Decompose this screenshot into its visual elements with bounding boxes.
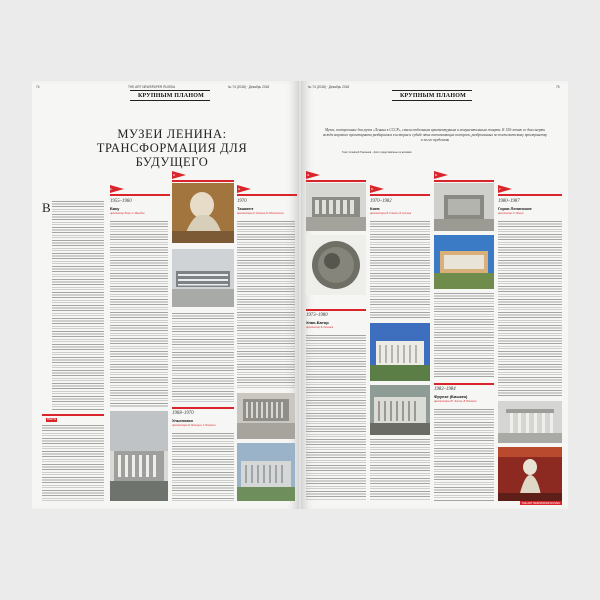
column-rule [42,414,104,416]
museum-city: Улан-Батор [306,320,329,325]
article-text [434,293,494,379]
footer-tag: THE ART NEWSPAPER RUSSIA [521,501,560,505]
photo-ulan-bator-building [306,183,366,231]
museum-architect: Архитектор Рзаев, Г. Мамедов [110,212,145,215]
column-rule [237,194,297,196]
museum-city: Киев [370,206,380,211]
museum-city: Фрунзе (Бишкек) [434,394,468,399]
column-number: 4. [307,173,310,177]
column-number: 3. [238,187,241,191]
article-text [370,221,430,319]
article-text [237,221,295,389]
photo-baku-museum [110,411,168,501]
museum-architect: Архитекторы Ю. Тюсков, В. Никитин [434,400,477,403]
column-rule [498,194,562,196]
museum-years: 1973–1980 [306,313,328,318]
photo-kiev-facade [370,385,430,435]
column-number: 7. [499,187,502,191]
column-number: 2. [173,173,176,177]
museum-architect: Архитекторы Б. Мезенцев, Г. Исакович [172,424,216,427]
photo-ulyanovsk-facade [237,393,295,439]
column-number: 6. [435,173,438,177]
left-page [32,81,298,509]
article-text [370,439,430,501]
photo-lenin-statue-interior [498,447,562,501]
magazine-spread [32,81,568,509]
article-text [172,313,234,403]
section-bar [130,90,210,101]
article-text [172,433,234,501]
museum-architect: Архитектор В. Пальмин [306,326,334,329]
section-bar [392,90,472,101]
section-title: КРУПНЫМ ПЛАНОМ [138,92,204,99]
section-title: КРУПНЫМ ПЛАНОМ [400,92,466,99]
column-rule [370,194,430,196]
issue-date: № 74 (2018) · Декабрь 2018 [228,85,270,89]
running-header: THE ART NEWSPAPER RUSSIA [128,85,176,89]
column-rule [172,180,234,182]
headline-line-1: МУЗЕИ ЛЕНИНА: [117,127,227,141]
photo-frunze-building [434,183,494,231]
article-credit: Текст Алексей Тарханов · фото представлены из архивов [342,151,412,154]
photo-gorki-colonnade [498,401,562,443]
page-number: 74 [36,85,40,89]
museum-architect: Архитектор Л. Павлов [498,212,524,215]
museum-years: 1980–1987 [498,199,520,204]
museum-architect: Архитекторы Е. Розанов, В. Шестопалов [237,212,284,215]
column-rule [110,194,170,196]
photo-lenin-sculpture [172,183,234,243]
photo-kiev-museum [370,323,430,381]
museum-city: Ташкент [237,206,254,211]
article-text [498,221,562,397]
photo-ulyanovsk-memorial [237,443,295,501]
column-rule [306,180,366,182]
drop-cap: В [42,200,51,215]
column-rule [306,309,366,311]
museum-years: 1955–1960 [110,199,132,204]
sidebar-label: ФАКТЫ [47,418,57,422]
column-rule [434,180,494,182]
museum-years: 1970 [237,199,247,204]
article-intro: Музеи, построенные для музея «Ленина в СССР», стали отдельным архитектурным и монументальным жанром. К 150-летию со дня смерти вождя мирового пролетариата разбираемся в истории и судьбе этих впечатляющих построек, разбросанных по постсоветскому пространству и за его пределами [322,128,548,142]
column-rule [434,383,494,385]
column-rule [172,407,234,409]
article-text [306,335,366,501]
right-page [302,81,568,509]
museum-city: Горки Ленинские [498,206,532,211]
museum-city: Баку [110,206,120,211]
museum-city: Ульяновск [172,418,194,423]
photo-frunze-museum [434,235,494,289]
headline [72,127,272,169]
article-text [434,409,494,501]
museum-years: 1970–1982 [370,199,392,204]
sidebar-text [42,425,104,501]
photo-bronze-relief [306,235,366,295]
headline-line-2: ТРАНСФОРМАЦИЯ ДЛЯ БУДУЩЕГО [96,141,248,169]
article-text [52,201,104,411]
museum-architect: Архитекторы В. Гопкало, В. Гречина [370,212,412,215]
museum-years: 1982–1984 [434,387,456,392]
museum-years: 1968–1970 [172,411,194,416]
column-number: 1. [110,187,113,191]
column-number: 5. [371,187,374,191]
issue-date: № 74 (2018) · Декабрь 2018 [308,85,350,89]
photo-tashkent-building [172,249,234,307]
article-text [110,221,168,407]
page-number: 75 [556,85,560,89]
